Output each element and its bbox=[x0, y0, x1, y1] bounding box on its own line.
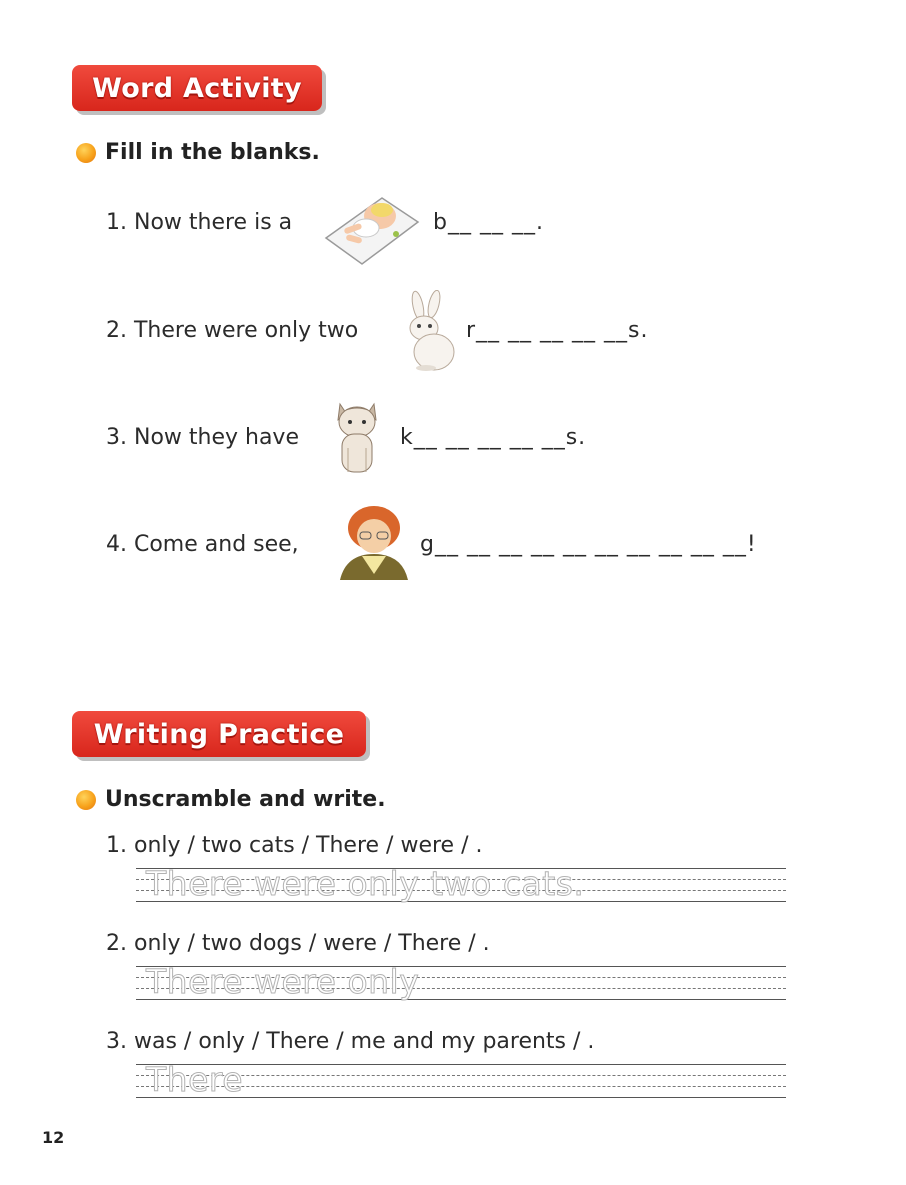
fill-in-blanks-heading bbox=[76, 140, 320, 165]
word-item-3-prompt: 3. Now they have bbox=[106, 425, 299, 450]
orange-bullet-icon bbox=[76, 790, 96, 810]
writing-practice-title: Writing Practice bbox=[93, 718, 345, 750]
orange-bullet-icon bbox=[76, 143, 96, 163]
word-item-1-prompt: 1. Now there is a bbox=[106, 210, 293, 235]
unscramble-instruction: Unscramble and write. bbox=[105, 787, 386, 812]
writing-item-1-prompt: 1. only / two cats / There / were / . bbox=[106, 833, 483, 858]
writing-item-1-trace: There were only two cats. bbox=[146, 864, 585, 903]
word-item-2-answer: r__ __ __ __ __s. bbox=[466, 318, 649, 343]
writing-practice-banner bbox=[72, 711, 366, 757]
page-number: 12 bbox=[42, 1128, 65, 1147]
writing-item-3-trace: There bbox=[146, 1060, 244, 1099]
word-item-4-answer: g__ __ __ __ __ __ __ __ __ __! bbox=[420, 532, 757, 557]
fill-in-blanks-instruction: Fill in the blanks. bbox=[105, 140, 320, 165]
word-activity-title: Word Activity bbox=[92, 72, 302, 104]
word-item-1-answer: b__ __ __. bbox=[433, 210, 544, 235]
writing-item-3-prompt: 3. was / only / There / me and my parents / . bbox=[106, 1029, 595, 1054]
word-item-4-prompt: 4. Come and see, bbox=[106, 532, 299, 557]
kitten-icon bbox=[328, 396, 388, 478]
word-item-3-answer: k__ __ __ __ __s. bbox=[400, 425, 587, 450]
unscramble-heading bbox=[76, 787, 386, 812]
writing-item-3-lines[interactable] bbox=[136, 1060, 786, 1099]
writing-item-2-lines[interactable] bbox=[136, 962, 786, 1001]
grandmother-icon bbox=[334, 502, 414, 580]
rabbit-icon bbox=[396, 290, 462, 372]
word-item-2-prompt: 2. There were only two bbox=[106, 318, 359, 343]
writing-item-1-lines[interactable] bbox=[136, 864, 786, 903]
baby-icon bbox=[322, 188, 422, 268]
word-activity-banner bbox=[72, 65, 322, 111]
writing-item-2-prompt: 2. only / two dogs / were / There / . bbox=[106, 931, 490, 956]
writing-item-2-trace: There were only bbox=[146, 962, 420, 1001]
